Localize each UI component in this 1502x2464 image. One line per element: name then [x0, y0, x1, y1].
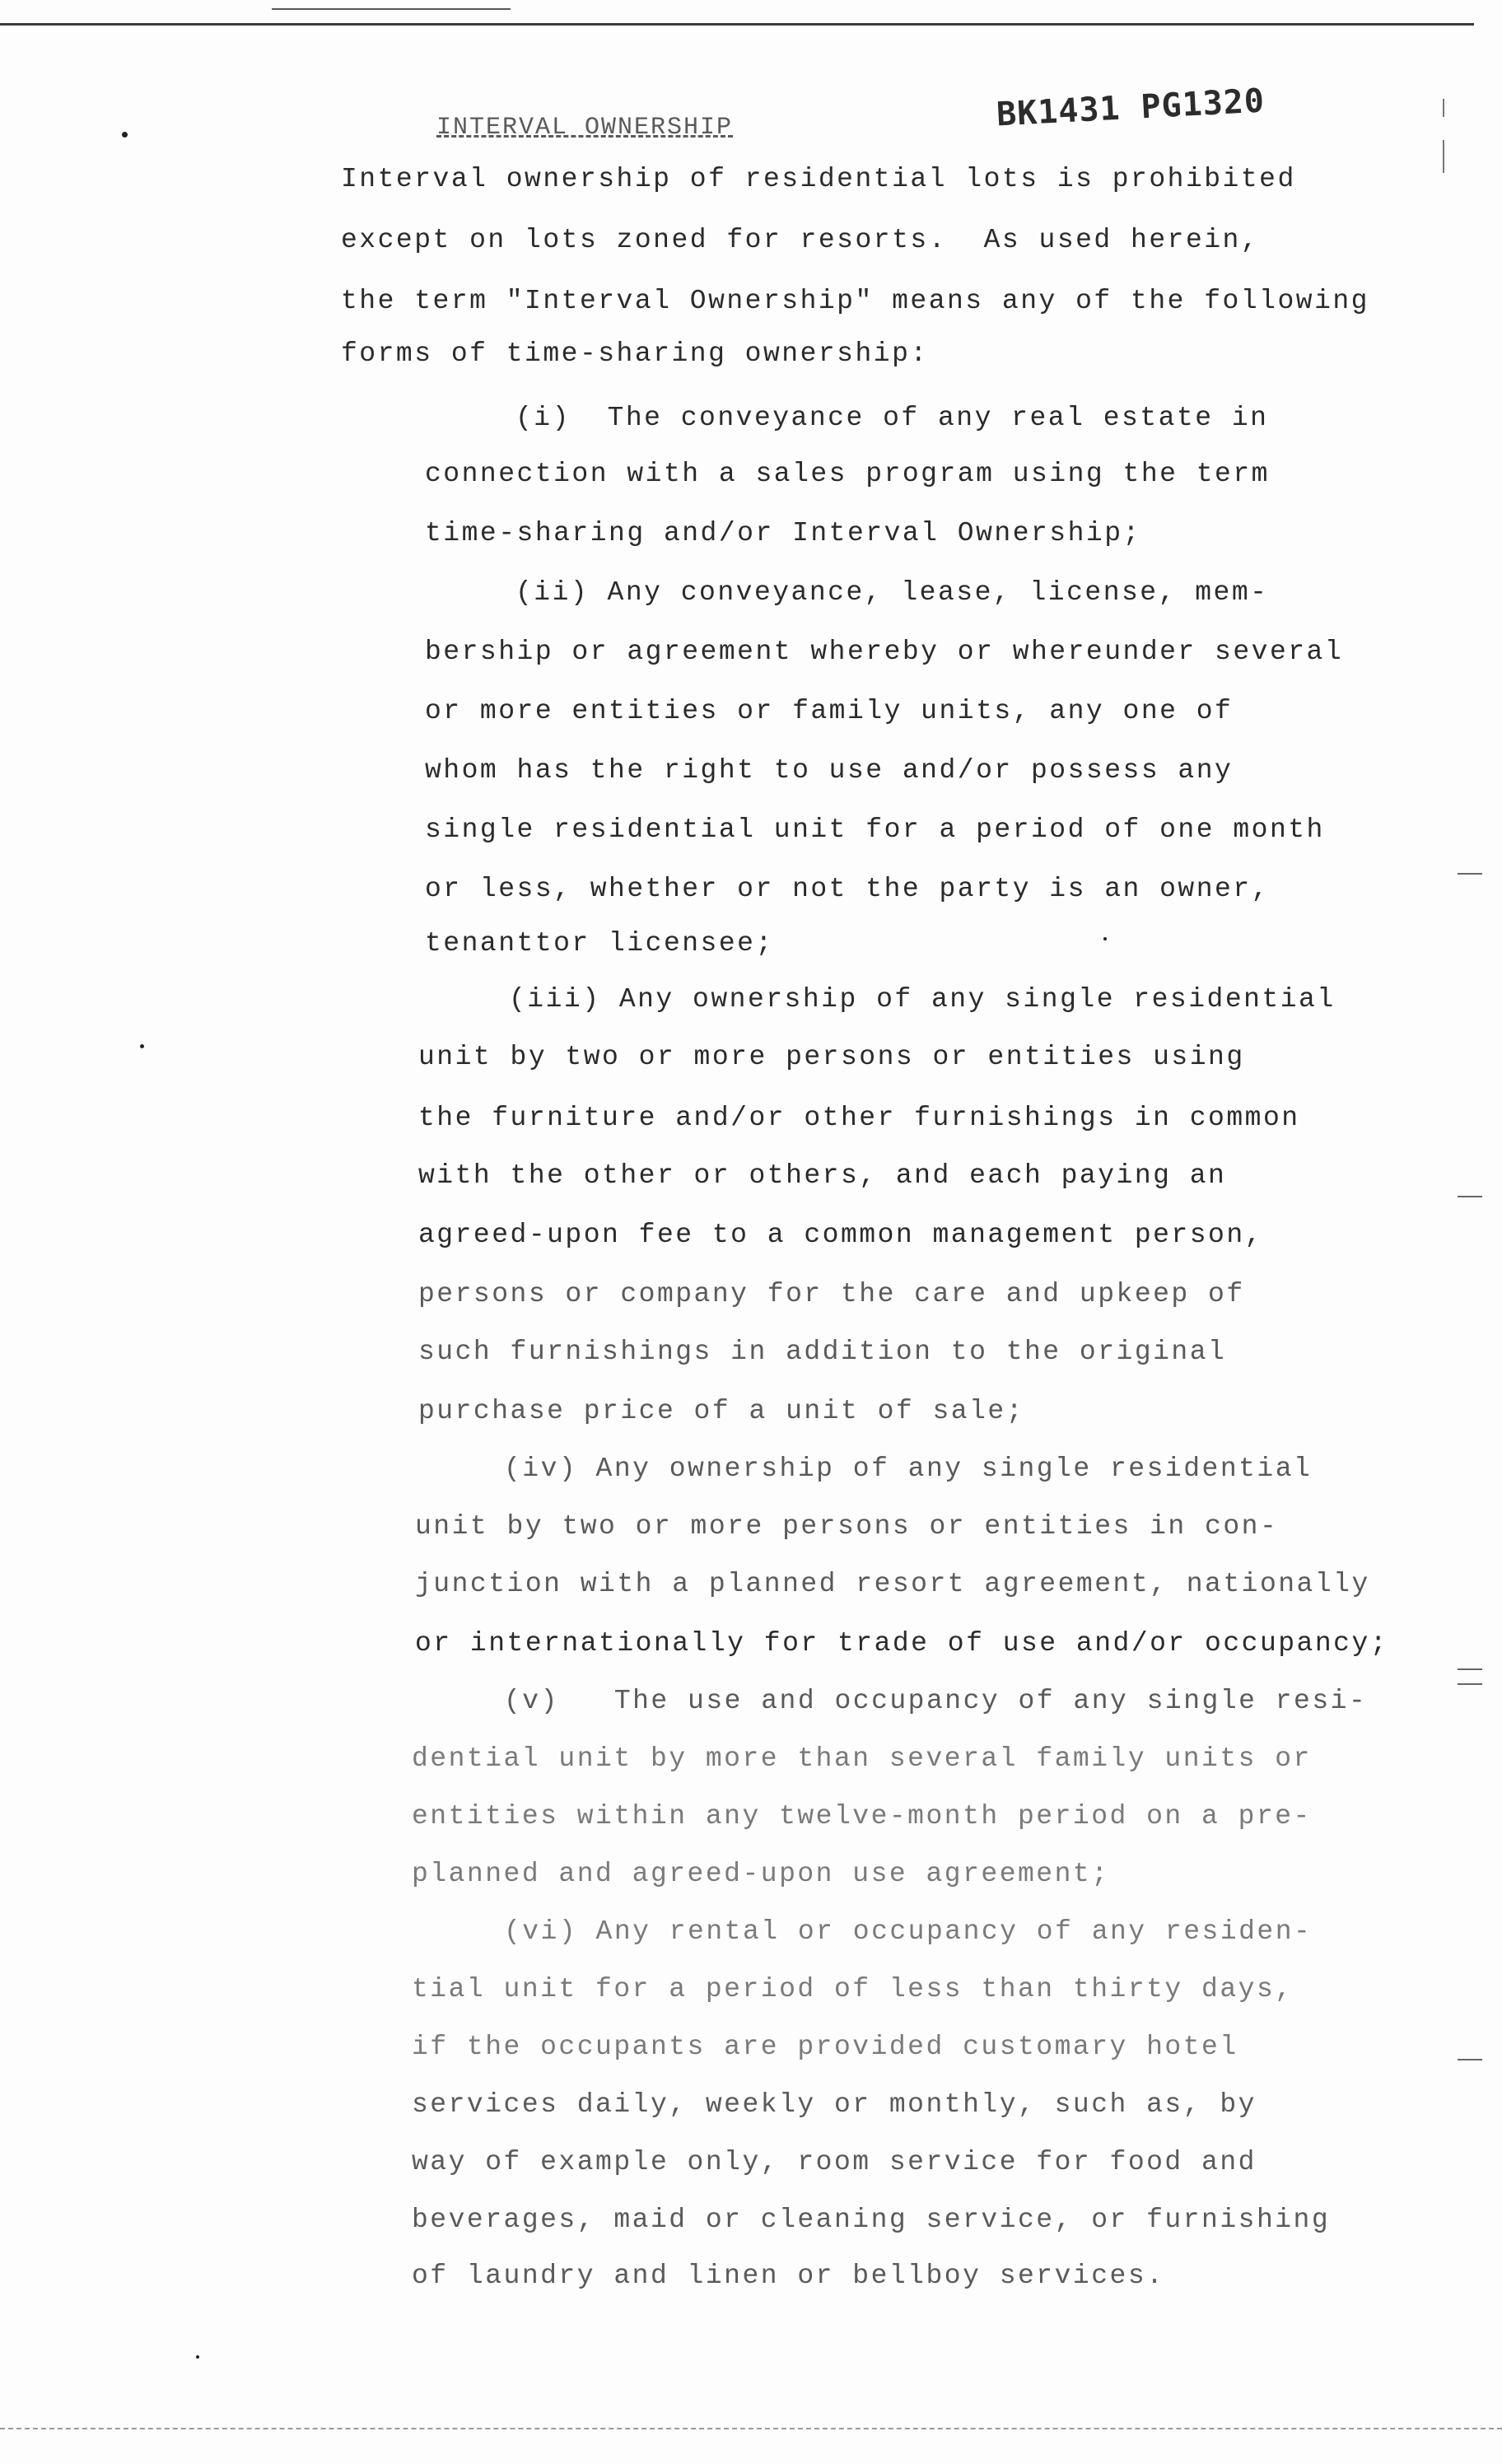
- clause-vi-line: (vi) Any rental or occupancy of any residen-: [504, 1916, 1313, 1947]
- clause-v-line: (v) The use and occupancy of any single resi-: [504, 1686, 1368, 1716]
- clause-iv-line: (iv) Any ownership of any single residential: [504, 1454, 1313, 1484]
- text-line: Interval ownership of residential lots is prohibited: [341, 164, 1296, 194]
- text-line: the furniture and/or other furnishings in common: [418, 1103, 1300, 1133]
- scan-top-rule: [0, 23, 1474, 26]
- document-number: BK1431 PG1320: [996, 82, 1266, 134]
- text-line: connection with a sales program using the term: [425, 459, 1270, 489]
- text-line: or more entities or family units, any one of: [425, 696, 1234, 726]
- clause-ii-line: (ii) Any conveyance, lease, license, mem-: [515, 577, 1269, 608]
- text-line: tenanttor licensee;: [425, 928, 774, 959]
- margin-tick: [1458, 1196, 1482, 1197]
- text-line: of laundry and linen or bellboy services.: [412, 2261, 1165, 2291]
- text-line: the term "Interval Ownership" means any of the following: [341, 286, 1369, 316]
- text-line: agreed-upon fee to a common management person,: [418, 1220, 1263, 1250]
- text-line: services daily, weekly or monthly, such as, by: [412, 2089, 1257, 2120]
- text-line: time-sharing and/or Interval Ownership;: [425, 518, 1141, 548]
- text-line: unit by two or more persons or entities in con-: [415, 1511, 1279, 1542]
- text-line: unit by two or more persons or entities using: [418, 1042, 1245, 1072]
- text-line: purchase price of a unit of sale;: [418, 1396, 1025, 1426]
- margin-tick: [1458, 2059, 1482, 2060]
- document-header: INTERVAL OWNERSHIP: [436, 114, 734, 142]
- text-line: except on lots zoned for resorts. As used herein,: [341, 225, 1260, 255]
- text-line: single residential unit for a period of one month: [425, 814, 1325, 845]
- text-line: such furnishings in addition to the original: [418, 1337, 1227, 1367]
- text-line: with the other or others, and each paying an: [418, 1160, 1227, 1191]
- margin-tick: [1458, 1683, 1482, 1685]
- clause-iii-line: (iii) Any ownership of any single residential: [509, 984, 1336, 1015]
- text-line: or less, whether or not the party is an owner,: [425, 874, 1270, 904]
- text-line: beverages, maid or cleaning service, or furnishing: [412, 2205, 1331, 2235]
- text-line: forms of time-sharing ownership:: [341, 338, 929, 369]
- text-line: entities within any twelve-month period on a pre-: [412, 1801, 1312, 1832]
- scan-bottom-rule: [0, 2428, 1502, 2429]
- margin-tick: [1458, 873, 1482, 875]
- text-line: bership or agreement whereby or whereunder several: [425, 637, 1344, 667]
- text-line: persons or company for the care and upkeep of: [418, 1279, 1245, 1309]
- scan-speck: [1103, 937, 1107, 940]
- scan-top-mark: [272, 8, 511, 10]
- margin-tick: [1443, 99, 1444, 117]
- text-line: way of example only, room service for food and: [412, 2147, 1257, 2177]
- text-line: or internationally for trade of use and/or occupancy;: [415, 1628, 1389, 1659]
- scan-speck: [196, 2355, 199, 2359]
- text-line: whom has the right to use and/or possess any: [425, 755, 1234, 786]
- margin-tick: [1443, 140, 1444, 173]
- text-line: planned and agreed-upon use agreement;: [412, 1859, 1110, 1889]
- text-line: tial unit for a period of less than thirty days,: [412, 1974, 1294, 2004]
- clause-i-line: (i) The conveyance of any real estate in: [515, 403, 1269, 433]
- scan-speck: [122, 132, 128, 138]
- text-line: junction with a planned resort agreement, nationally: [415, 1569, 1370, 1599]
- text-line: if the occupants are provided customary hotel: [412, 2032, 1238, 2062]
- margin-tick: [1458, 1668, 1482, 1670]
- text-line: dential unit by more than several family units or: [412, 1743, 1312, 1774]
- scan-speck: [140, 1044, 144, 1048]
